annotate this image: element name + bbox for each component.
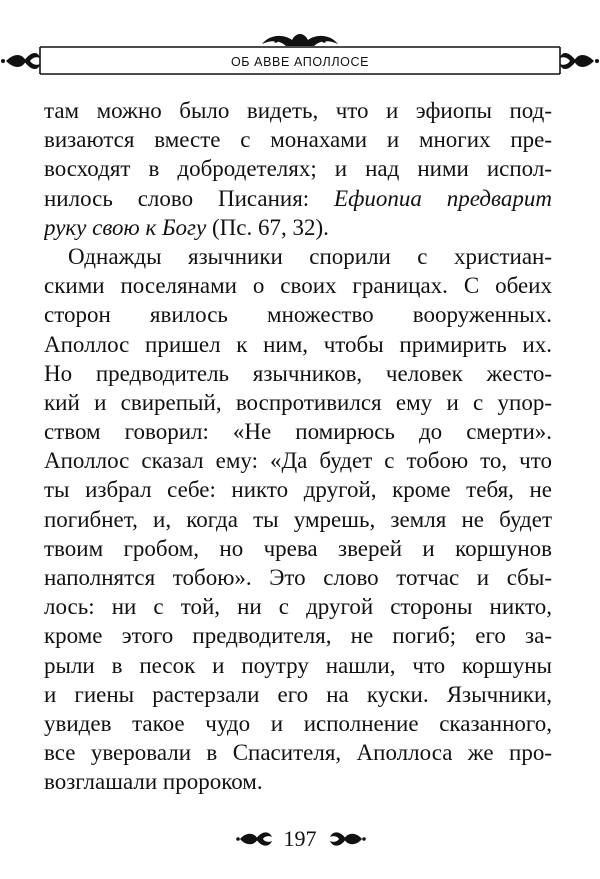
scripture-quote: руку свою к Богу bbox=[44, 214, 207, 240]
text-line: Аполлос пришел к ним, чтобы примирить их. bbox=[44, 331, 552, 357]
text-line: возглашали пророком. bbox=[44, 769, 263, 795]
running-title: ОБ АВВЕ АПОЛЛОСЕ bbox=[230, 55, 370, 69]
page-footer bbox=[0, 820, 600, 860]
text-line: визаются вместе с монахами и многих пре- bbox=[44, 127, 552, 153]
fleuron-right-icon bbox=[326, 828, 366, 850]
text-line bbox=[44, 184, 552, 213]
text-line: увидев такое чудо и исполнение сказанного, bbox=[44, 710, 552, 736]
text-line: все уверовали в Спасителя, Аполлоса же про- bbox=[44, 740, 552, 766]
text-line: и гиены растерзали его на куски. Язычники, bbox=[44, 681, 552, 707]
text-line: наполнятся тобою». Это слово тотчас и сбы- bbox=[44, 565, 552, 590]
text-line: Однажды язычники спорили с христиан- bbox=[68, 243, 552, 269]
text-line: ты избрал себе: никто другой, кроме тебя, не bbox=[44, 477, 552, 503]
page-number: 197 bbox=[283, 826, 317, 851]
text-line: скими поселянами о своих границах. С обеих bbox=[44, 273, 552, 299]
text-line: погибнет, и, когда ты умрешь, земля не будет bbox=[44, 506, 552, 532]
page-body bbox=[44, 96, 552, 797]
text-line: там можно было видеть, что и эфиопы под- bbox=[44, 98, 552, 123]
page-header bbox=[0, 28, 600, 86]
text-line: кроме этого предводителя, не погиб; его за- bbox=[44, 623, 552, 649]
text-line: твоим гробом, но чрева зверей и коршунов bbox=[44, 535, 552, 561]
scripture-reference: (Пс. 67, 32). bbox=[206, 214, 329, 240]
text-line: рыли в песок и поутру нашли, что коршуны bbox=[44, 652, 552, 678]
text-line bbox=[44, 213, 552, 242]
text-line: кий и свирепый, воспротивился ему и с упор- bbox=[44, 389, 552, 415]
scripture-quote: Ефиопиа предварит bbox=[334, 185, 552, 211]
text-line: ством говорил: «Не помирюсь до смерти». bbox=[44, 419, 552, 445]
text-line: Аполлос сказал ему: «Да будет с тобою то, что bbox=[44, 448, 552, 474]
text-line: сторон явилось множество вооруженных. bbox=[44, 302, 552, 328]
text-line: Но предводитель язычников, человек жесто- bbox=[44, 360, 552, 386]
text-line: восходят в добродетелях; и над ними испол- bbox=[44, 156, 552, 182]
text-line: лось: ни с той, ни с другой стороны никто, bbox=[44, 594, 552, 620]
text-fragment: нилось слово Писания: bbox=[44, 185, 335, 211]
